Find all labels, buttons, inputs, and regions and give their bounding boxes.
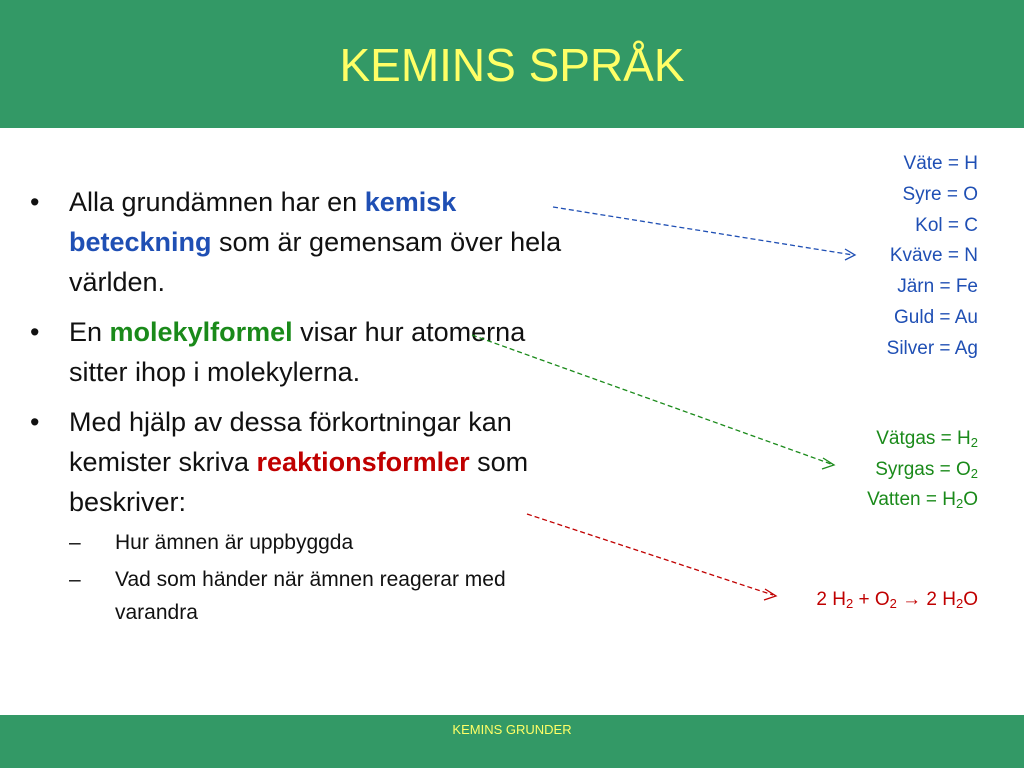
- slide-title: KEMINS SPRÅK: [339, 39, 685, 91]
- subscript: 2: [955, 596, 964, 611]
- bullet-text: Med hjälp av dessa förkortningar kan kemister skriva: [69, 407, 512, 477]
- highlight-reaktionsformler: reaktionsformler: [256, 447, 470, 477]
- highlight-kemisk-beteckning: kemisk beteckning: [69, 187, 457, 257]
- formula-text: Vatten = H: [867, 489, 956, 510]
- bullet-marker: •: [30, 317, 40, 347]
- bullet-marker: •: [30, 187, 40, 217]
- formula-text: Syrgas = O: [875, 458, 971, 480]
- sub-bullet-text: Hur ämnen är uppbyggda: [115, 531, 354, 554]
- bullet-text: som beskriver:: [69, 447, 529, 517]
- reaction-part: + O: [853, 589, 890, 610]
- element-symbol: Kväve = N: [889, 245, 978, 267]
- subscript: 2: [955, 496, 964, 511]
- reaction-part: O: [963, 589, 978, 610]
- subscript: 2: [970, 465, 978, 481]
- subscript: 2: [889, 596, 897, 611]
- element-symbol: Silver = Ag: [886, 337, 978, 359]
- element-symbol: Kol = C: [915, 214, 978, 236]
- reaction-part: → 2 H: [896, 589, 956, 610]
- subscript: 2: [845, 596, 854, 611]
- formula-text: Vätgas = H: [876, 428, 971, 449]
- bullet-marker: •: [30, 407, 40, 437]
- dash-marker: –: [69, 568, 81, 591]
- bullet-text: visar hur atomerna sitter ihop i molekylerna.: [69, 317, 526, 387]
- formula-text: O: [963, 489, 978, 510]
- element-symbol: Guld = Au: [894, 306, 978, 328]
- element-symbol: Väte = H: [903, 153, 978, 174]
- bullet-text: En: [69, 317, 110, 347]
- bullet-text: som är gemensam över hela världen.: [69, 227, 562, 297]
- sub-bullet-text: Vad som händer när ämnen reagerar med varandra: [115, 568, 506, 624]
- red-dashed-arrow: [527, 514, 776, 600]
- footer-text: KEMINS GRUNDER: [452, 722, 572, 737]
- green-dashed-arrow: [472, 335, 834, 469]
- dash-marker: –: [69, 531, 81, 554]
- highlight-molekylformel: molekylformel: [109, 317, 293, 347]
- element-symbol: Järn = Fe: [897, 276, 978, 298]
- subscript: 2: [970, 435, 978, 450]
- bullet-text: Alla grundämnen har en: [69, 187, 365, 217]
- reaction-part: 2 H: [816, 589, 846, 610]
- element-symbol: Syre = O: [902, 183, 978, 205]
- blue-dashed-arrow: [553, 207, 855, 260]
